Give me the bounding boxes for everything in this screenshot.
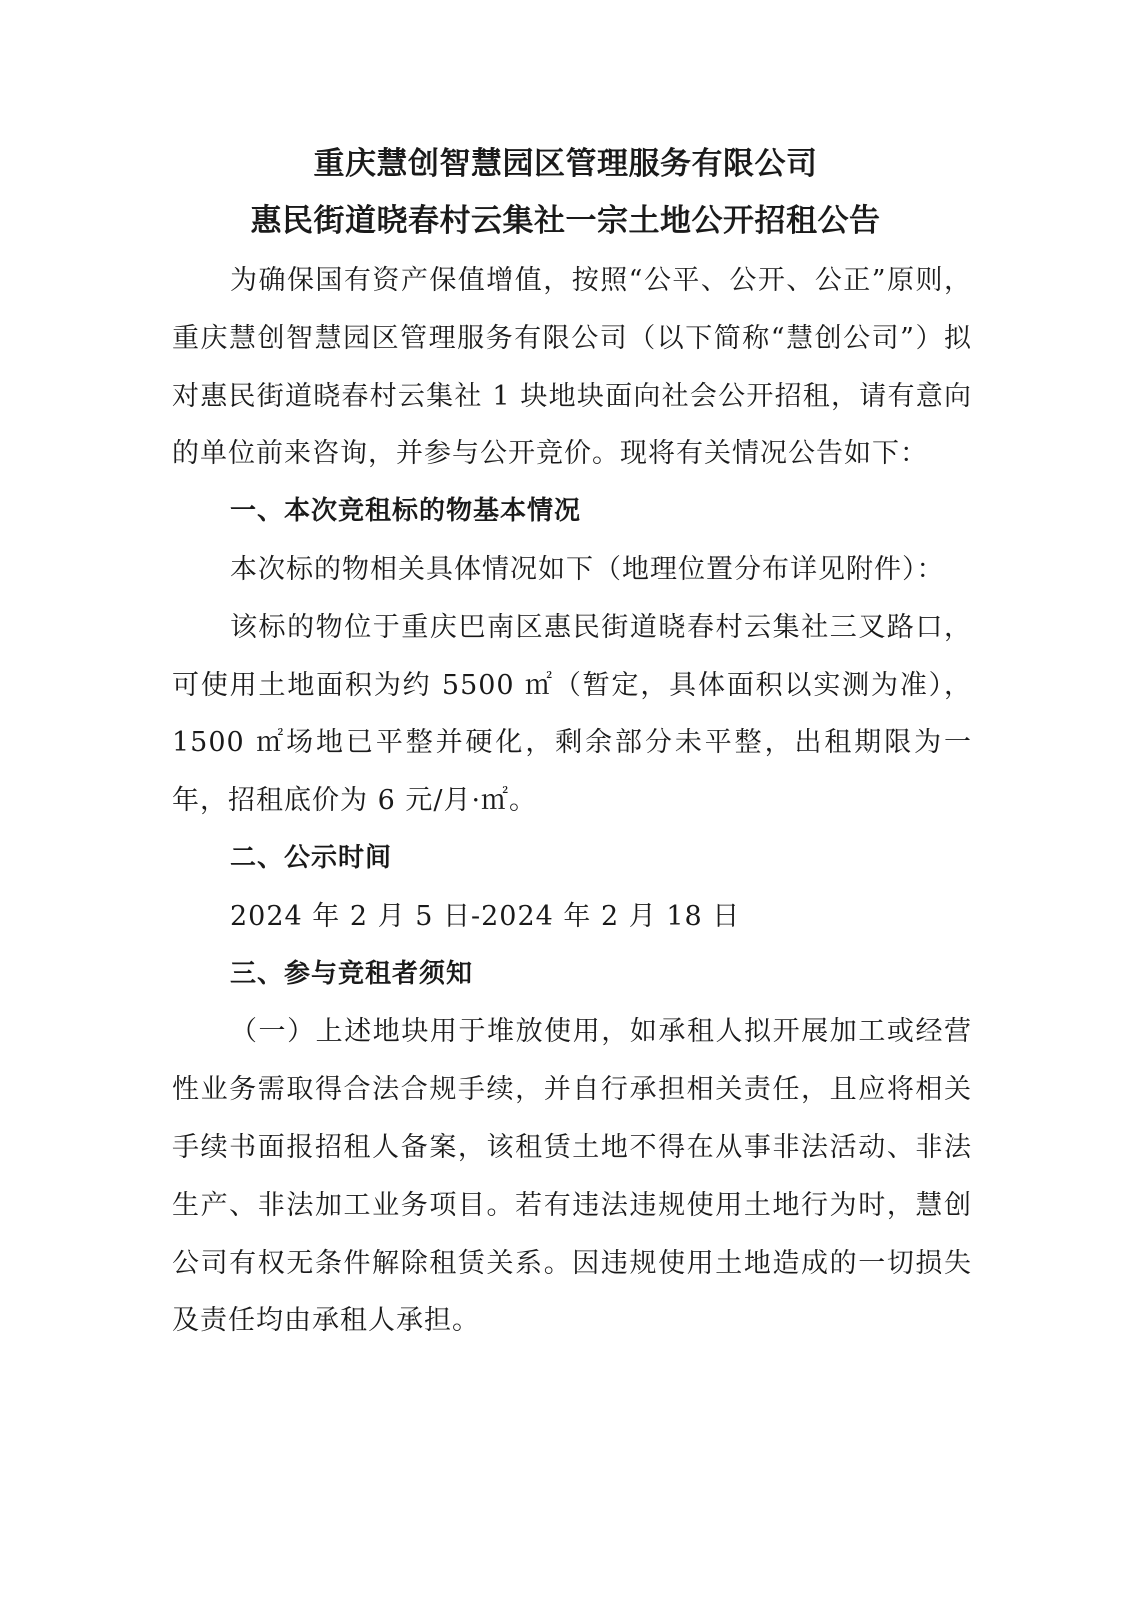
intro-paragraph: 为确保国有资产保值增值，按照“公平、公开、公正”原则，重庆慧创智慧园区管理服务有限公司（以下简称“慧创公司”）拟对惠民街道晓春村云集社 1 块地块面向社会公开招租，请有意向的单位前来咨询，并参与公开竞价。现将有关情况公告如下： (172, 265, 972, 470)
section1-heading: 一、本次竞租标的物基本情况 (230, 496, 582, 527)
section3-heading: 三、参与竞租者须知 (230, 958, 474, 989)
document-title-line2: 惠民街道晓春村云集社一宗土地公开招租公告 (250, 203, 881, 239)
section1-paragraph2: 该标的物位于重庆巴南区惠民街道晓春村云集社三叉路口，可使用土地面积为约 5500 ㎡（暂定，具体面积以实测为准），1500 ㎡场地已平整并硬化，剩余部分未平整，出租期限为一年，招租底价为 6 元/月·㎡。 (172, 611, 972, 817)
section3-item1: （一）上述地块用于堆放使用，如承租人拟开展加工或经营性业务需取得合法合规手续，并自行承担相关责任，且应将相关手续书面报招租人备案，该租赁土地不得在从事非法活动、非法生产、非法加工业务项目。若有违法违规使用土地行为时，慧创公司有权无条件解除租赁关系。因违规使用土地造成的一切损失及责任均由承租人承担。 (172, 1016, 972, 1337)
section2-heading: 二、公示时间 (230, 842, 393, 873)
section1-paragraph1: 本次标的物相关具体情况如下（地理位置分布详见附件）： (230, 553, 945, 585)
document-title-line1: 重庆慧创智慧园区管理服务有限公司 (313, 146, 818, 182)
document-body (172, 252, 972, 1350)
section2-period: 2024 年 2 月 5 日-2024 年 2 月 18 日 (230, 900, 741, 932)
